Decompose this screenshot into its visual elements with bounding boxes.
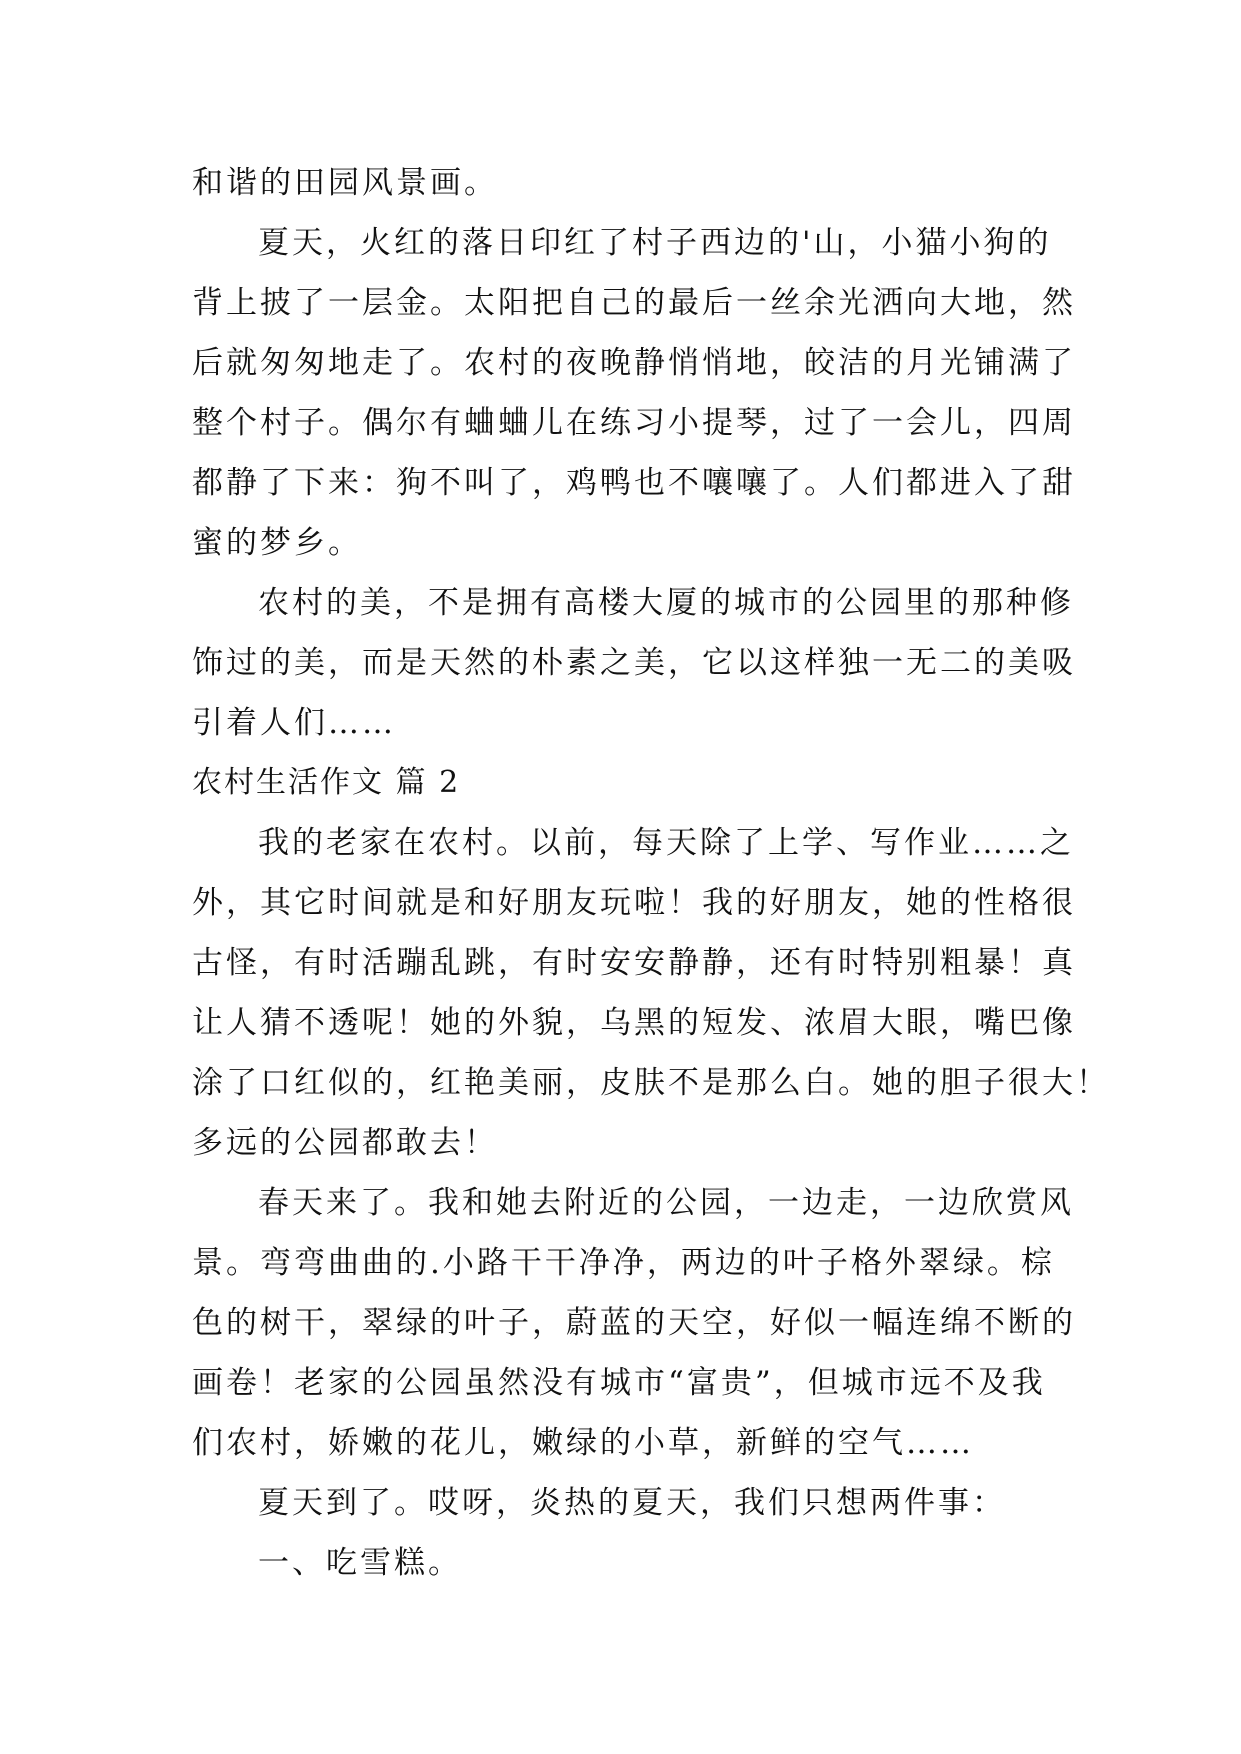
article-body	[192, 153, 1110, 1593]
text-line: 饰过的美，而是天然的朴素之美，它以这样独一无二的美吸	[192, 645, 1076, 681]
text-line: 蜜的梦乡。	[192, 525, 362, 561]
text-line: 外，其它时间就是和好朋友玩啦！我的好朋友，她的性格很	[192, 885, 1076, 921]
text-line: 和谐的田园风景画。	[192, 165, 498, 201]
text-line: 景。弯弯曲曲的.小路干干净净，两边的叶子格外翠绿。棕	[192, 1245, 1055, 1281]
text-line: 引着人们……	[192, 705, 396, 741]
text-line: 古怪，有时活蹦乱跳，有时安安静静，还有时特别粗暴！真	[192, 945, 1076, 981]
text-line: 我的老家在农村。以前，每天除了上学、写作业……之	[258, 825, 1074, 861]
text-line: 后就匆匆地走了。农村的夜晚静悄悄地，皎洁的月光铺满了	[192, 345, 1076, 381]
text-line: 春天来了。我和她去附近的公园，一边走，一边欣赏风	[258, 1185, 1074, 1221]
text-line: 画卷！老家的公园虽然没有城市“富贵”，但城市远不及我	[192, 1365, 1046, 1401]
text-line: 整个村子。偶尔有蛐蛐儿在练习小提琴，过了一会儿，四周	[192, 405, 1076, 441]
text-line: 背上披了一层金。太阳把自己的最后一丝余光洒向大地，然	[192, 285, 1076, 321]
text-line: 们农村，娇嫩的花儿，嫩绿的小草，新鲜的空气……	[192, 1425, 974, 1461]
text-line: 色的树干，翠绿的叶子，蔚蓝的天空，好似一幅连绵不断的	[192, 1305, 1076, 1341]
text-line: 一、吃雪糕。	[258, 1545, 462, 1581]
text-line: 让人猜不透呢！她的外貌，乌黑的短发、浓眉大眼，嘴巴像	[192, 1005, 1076, 1041]
section-heading: 农村生活作文 篇 2	[192, 765, 461, 800]
text-line: 农村的美，不是拥有高楼大厦的城市的公园里的那种修	[258, 585, 1074, 621]
text-line: 涂了口红似的，红艳美丽，皮肤不是那么白。她的胆子很大！	[192, 1065, 1110, 1101]
text-line: 夏天，火红的落日印红了村子西边的'山，小猫小狗的	[258, 225, 1052, 261]
text-line: 夏天到了。哎呀，炎热的夏天，我们只想两件事：	[258, 1485, 1006, 1521]
text-line: 多远的公园都敢去！	[192, 1125, 498, 1161]
text-line: 都静了下来：狗不叫了，鸡鸭也不嚷嚷了。人们都进入了甜	[192, 465, 1076, 501]
